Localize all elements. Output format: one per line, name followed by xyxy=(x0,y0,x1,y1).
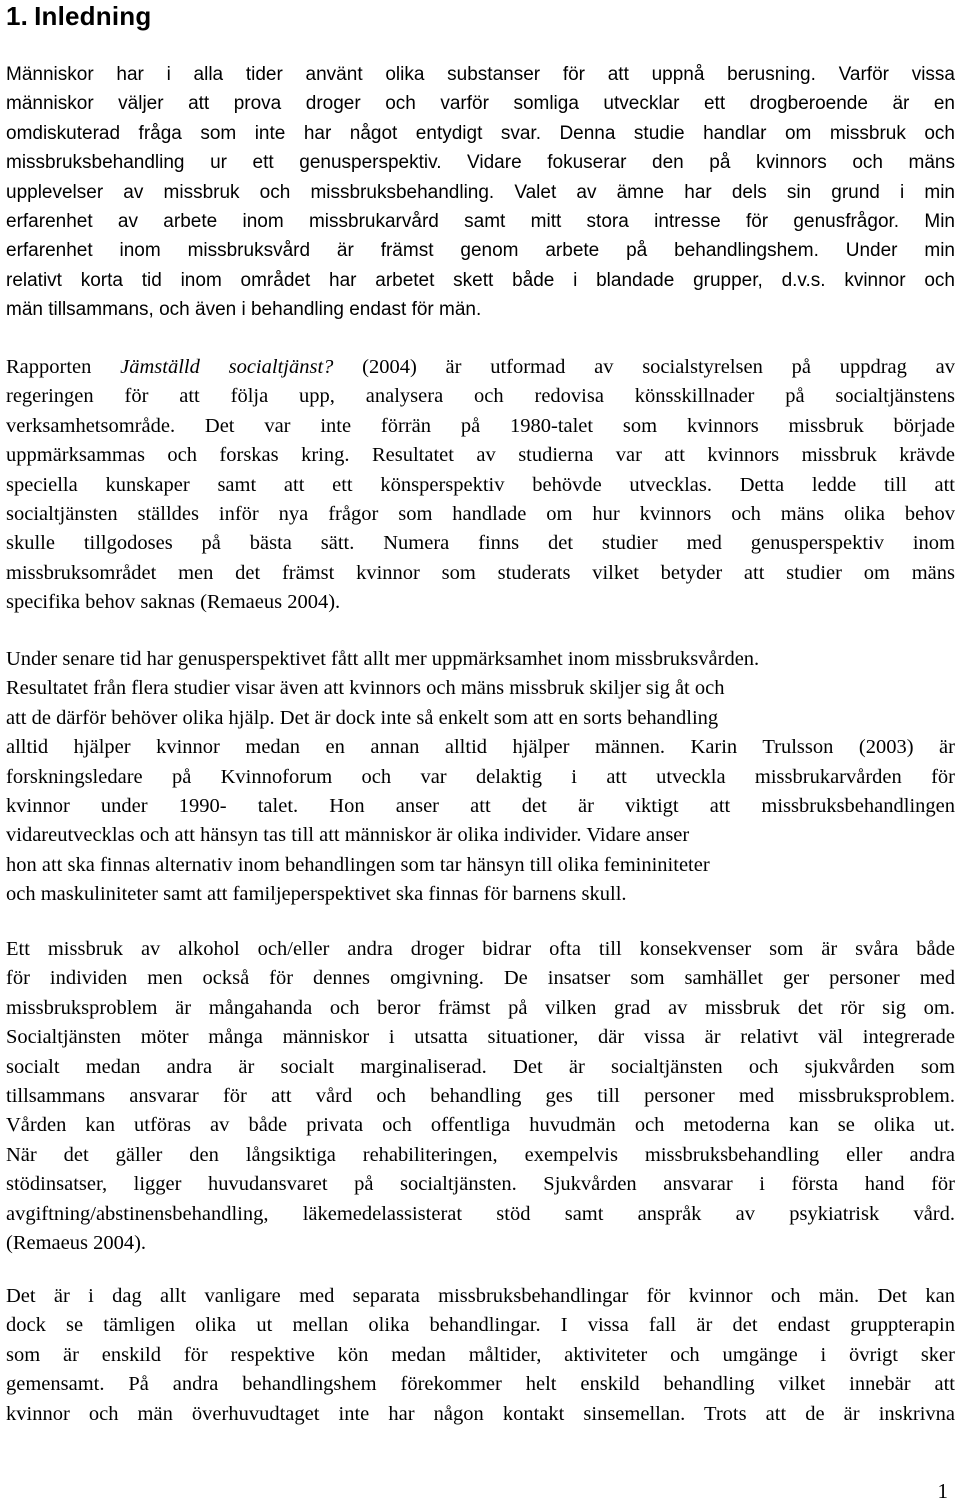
text-line: tillsammans ansvarar för att vård och behandling ges till personer med missbruksproblem. xyxy=(6,1084,955,1107)
paragraph-2 xyxy=(6,353,955,618)
text-line: forskningsledare på Kvinnoforum och var delaktig i att utveckla missbrukarvården för xyxy=(6,765,955,788)
text-line: specifika behov saknas (Remaeus 2004). xyxy=(6,591,341,614)
text-line: Under senare tid har genusperspektivet fått allt mer uppmärksamhet inom missbruksvården. xyxy=(6,648,760,670)
paragraph-3 xyxy=(6,645,955,910)
page-number: 1 xyxy=(937,1479,948,1503)
text-line: socialtjänsten ställdes inför nya frågor som handlade om hur kvinnors och mäns olika behov xyxy=(6,502,955,525)
text-line: Människor har i alla tider använt olika substanser för att uppnå berusning. Varför vissa xyxy=(6,64,955,85)
text-line: relativt korta tid inom området har arbetet skett både i blandade grupper, d.v.s. kvinnor och xyxy=(6,269,955,291)
text-line: alltid hjälper kvinnor medan en annan alltid hjälper männen. Karin Trulsson (2003) är xyxy=(6,736,955,759)
text-line: kvinnor och män överhuvudtaget inte har någon kontakt sinsemellan. Trots att de är inskrivna xyxy=(6,1402,955,1425)
text-line: avgiftning/abstinensbehandling, läkemedelassisterat stöd samt anspråk av psykiatrisk vård. xyxy=(6,1202,955,1225)
text-line: stödinsatser, ligger huvudansvaret på socialtjänsten. Sjukvården ansvarar i första hand för xyxy=(6,1173,955,1196)
text-line: gemensamt. På andra behandlingshem förekommer helt enskild behandling vilket innebär att xyxy=(6,1373,955,1396)
text-line: människor väljer att prova droger och varför somliga utvecklar ett drogberoende är en xyxy=(6,93,955,115)
text-line: Ett missbruk av alkohol och/eller andra droger bidrar ofta till konsekvenser som är svåra både xyxy=(6,938,955,960)
section-heading xyxy=(6,0,151,32)
text-line: för individen men också för dennes omgivning. De insatser som samhället ger personer med xyxy=(6,967,955,990)
text-line: Resultatet från flera studier visar även att kvinnors och mäns missbruk skiljer sig åt och xyxy=(6,677,725,700)
text-line: dock se tämligen olika ut mellan olika behandlingar. I vissa fall är det endast gruppterapin xyxy=(6,1314,955,1337)
text-line: missbruksproblem är mångahanda och beror främst på vilken grad av missbruk det rör sig om. xyxy=(6,996,955,1019)
text-line: Socialtjänsten möter många människor i utsatta situationer, där vissa är relativt väl integrerade xyxy=(6,1026,955,1049)
text-line: regeringen för att följa upp, analysera och redovisa könsskillnader på socialtjänstens xyxy=(6,385,955,408)
text-line: och maskuliniteter samt att familjeperspektivet ska finnas för barnens skull. xyxy=(6,883,627,906)
text-line: skulle tillgodoses på bästa sätt. Numera finns det studier med genusperspektiv inom xyxy=(6,532,955,555)
text-line: socialt medan andra är socialt marginaliserad. Det är socialtjänsten och sjukvården som xyxy=(6,1055,955,1078)
text-line: omdiskuterad fråga som inte har något entydigt svar. Denna studie handlar om missbruk och xyxy=(6,122,955,144)
text-line: (Remaeus 2004). xyxy=(6,1231,147,1254)
text-line: att de därför behöver olika hjälp. Det är dock inte så enkelt som att en sorts behandling xyxy=(6,706,719,729)
text-line: missbruksområdet men det främst kvinnor som studerats vilket betyder att studier om mäns xyxy=(6,561,955,584)
text-line: uppmärksammas och forskas kring. Resultatet av studierna var att kvinnors missbruk krävde xyxy=(6,444,955,467)
text-line: Vården kan utföras av både privata och offentliga huvudmän och metoderna kan se olika ut. xyxy=(6,1114,955,1137)
section-number: 1. xyxy=(6,1,29,31)
text-line: kvinnor under 1990- talet. Hon anser att det är viktigt att missbruksbehandlingen xyxy=(6,794,955,817)
text-line: män tillsammans, och även i behandling endast för män. xyxy=(6,299,482,321)
text-line: verksamhetsområde. Det var inte förrän på 1980-talet som kvinnors missbruk började xyxy=(6,414,955,437)
text-line: erfarenhet av arbete inom missbrukarvård samt mitt stora intresse för genusfrågor. Min xyxy=(6,210,955,232)
text-line: speciella kunskaper samt att ett könsperspektiv behövde utvecklas. Detta ledde till att xyxy=(6,473,955,496)
text-line: missbruksbehandling ur ett genusperspektiv. Vidare fokuserar den på kvinnors och mäns xyxy=(6,152,955,174)
text-line: erfarenhet inom missbruksvård är främst genom arbete på behandlingshem. Under min xyxy=(6,240,955,262)
section-title: Inledning xyxy=(34,1,152,31)
italic-title: Jämställd socialtjänst? xyxy=(120,356,334,378)
text-line: som är enskild för respektive kön medan måltider, aktiviteter och umgänge i övrigt sker xyxy=(6,1343,955,1366)
text-line: När det gäller den långsiktiga rehabiliteringen, exempelvis missbruksbehandling eller andra xyxy=(6,1143,955,1166)
paragraph-4 xyxy=(6,935,955,1258)
text-line: Rapporten Jämställd socialtjänst? (2004) är utformad av socialstyrelsen på uppdrag av xyxy=(6,356,955,378)
text-line: upplevelser av missbruk och missbruksbehandling. Valet av ämne har dels sin grund i min xyxy=(6,181,955,203)
text-line: vidareutvecklas och att hänsyn tas till att människor är olika individer. Vidare anser xyxy=(6,824,690,847)
paragraph-5 xyxy=(6,1282,955,1429)
text-line: Det är i dag allt vanligare med separata missbruksbehandlingar för kvinnor och män. Det kan xyxy=(6,1285,955,1307)
paragraph-1 xyxy=(6,60,955,325)
text-line: hon att ska finnas alternativ inom behandlingen som tar hänsyn till olika femininiteter xyxy=(6,853,710,876)
